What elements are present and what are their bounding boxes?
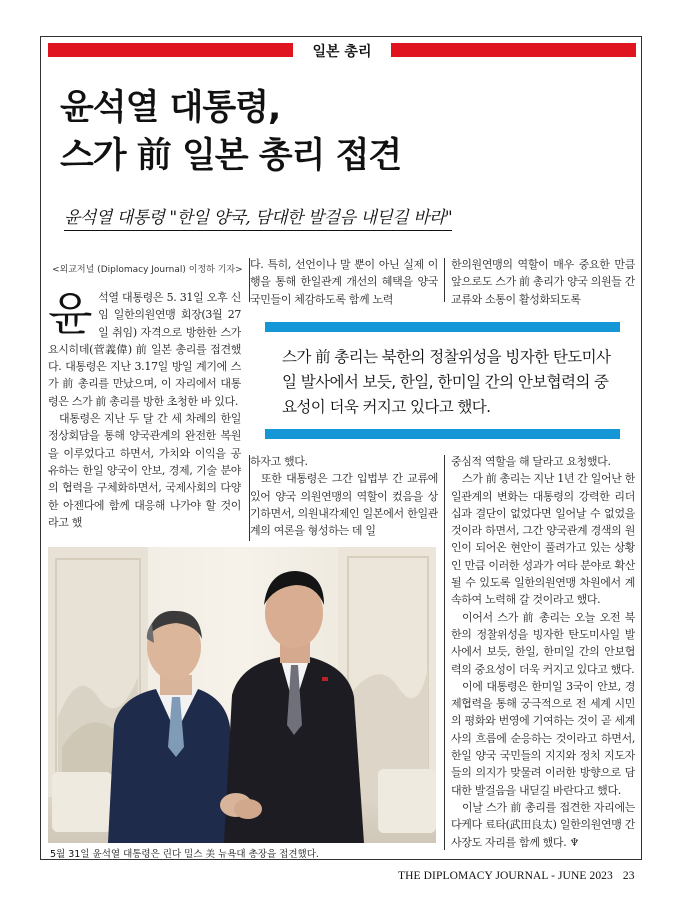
photo-illustration: [48, 547, 436, 843]
headline-line-2: 스가 前 일본 총리 접견: [60, 136, 402, 176]
photo-caption: 5월 31일 윤석열 대통령은 린다 밀스 美 뉴욕대 총장을 접견했다.: [50, 849, 319, 860]
paragraph: 이날 스가 前 총리를 접견한 자리에는 다케다 료타(武田良太) 일한의원연맹 간사장도 자리를 함께 했다. ♆: [451, 800, 635, 849]
paragraph: 한의원연맹의 역할이 매우 중요한 만큼 앞으로도 스가 前 총리가 양국 의원들 간 교류와 소통이 활성화되도록: [451, 258, 635, 306]
headline-line-1: 윤석열 대통령,: [60, 88, 281, 128]
article-column-2-mid: [250, 453, 438, 539]
paragraph: 스가 前 총리는 지난 1년 간 일어난 한일관계의 변화는 대통령의 강력한 리더십과 결단이 없었다면 일어날 수 없었을 것이라 하면서, 그간 양국관계 경색의 원인이 되어온 현안이 풀려가고 있는 상황인 만큼 이러한 성과가 여타 분야로 확산될 수 있도록 일한의원연맹 차원에서 계속하여 노력해 갈 것이라고 했다.: [451, 472, 635, 607]
article-photo: [48, 547, 436, 843]
section-label: 일본 총리: [312, 44, 372, 60]
byline: <외교저널 (Diplomacy Journal) 이정하 기자>: [52, 265, 243, 275]
article-column-2-top: [250, 256, 438, 312]
article-column-1: [48, 289, 241, 535]
publication-name: THE DIPLOMACY JOURNAL - JUNE 2023: [398, 870, 613, 882]
page-number: 23: [622, 870, 635, 882]
paragraph: 석열 대통령은 5. 31일 오후 신임 일한의원연맹 회장(3월 27일 취임) 자격으로 방한한 스가 요시히데(菅義偉) 前 일본 총리를 접견했다. 대통령은 지난 3.17일 방일 계기에 스가 前 총리를 만났으며, 이 자리에서 대통령은 스가 前 총리를 방한 초청한 바 있다.: [48, 291, 241, 408]
pull-quote-rule-top: [265, 322, 620, 332]
section-bar-right: [391, 43, 636, 57]
article-column-3-top: [451, 256, 635, 312]
pull-quote: 스가 前 총리는 북한의 정찰위성을 빙자한 탄도미사일 발사에서 보듯, 한일, 한미일 간의 안보협력의 중요성이 더욱 커지고 있다고 했다.: [282, 348, 611, 416]
paragraph: 대통령은 지난 두 달 간 세 차례의 한일 정상회담을 통해 양국관계의 완전한 복원을 이루었다고 하면서, 가치와 이익을 공유하는 한일 양국이 안보, 경제, 기술 분야의 협력을 구체화하면서, 국제사회의 다양한 아젠다에 함께 대응해 나가야 할 것이라고 했: [48, 412, 241, 529]
dropcap: 윤: [48, 289, 93, 341]
pull-quote-rule-bottom: [265, 429, 620, 439]
section-header: [48, 42, 636, 58]
paragraph: 이에 대통령은 한미일 3국이 안보, 경제협력을 통해 궁극적으로 전 세계 시민의 평화와 번영에 기여하는 것이 곧 세계사의 흐름에 순응하는 것이라고 하면서, 한일 양국 국민들의 지지와 정치 지도자들의 의지가 맞물려 이러한 방향으로 담대한 발걸음을 내딛길 바란다고 했다.: [451, 679, 635, 797]
subheadline: 윤석열 대통령 "한일 양국, 담대한 발걸음 내딛길 바라": [64, 203, 452, 231]
headline: [60, 84, 620, 180]
article-column-3: [451, 453, 635, 855]
paragraph: 다. 특히, 선언이나 말 뿐이 아닌 실제 이행을 통해 한일관계 개선의 혜택을 양국 국민들이 체감하도록 함께 노력: [250, 258, 438, 306]
paragraph: 또한 대통령은 그간 입법부 간 교류에 있어 양국 의원연맹의 역할이 컸음을 상기하면서, 의원내각제인 일본에서 한일관계의 여론을 형성하는 데 일: [250, 472, 438, 538]
column-rule: [444, 258, 445, 302]
column-rule: [444, 455, 445, 850]
paragraph: 중심적 역할을 해 달라고 요청했다.: [451, 455, 611, 468]
paragraph: 하자고 했다.: [250, 455, 308, 468]
paragraph: 이어서 스가 前 총리는 오늘 오전 북한의 정찰위성을 빙자한 탄도미사일 발사에서 보듯, 한일, 한미일 간의 안보협력의 중요성이 더욱 커지고 있다고 했다.: [451, 610, 635, 676]
section-bar-left: [48, 43, 293, 57]
page-footer: [398, 870, 635, 882]
